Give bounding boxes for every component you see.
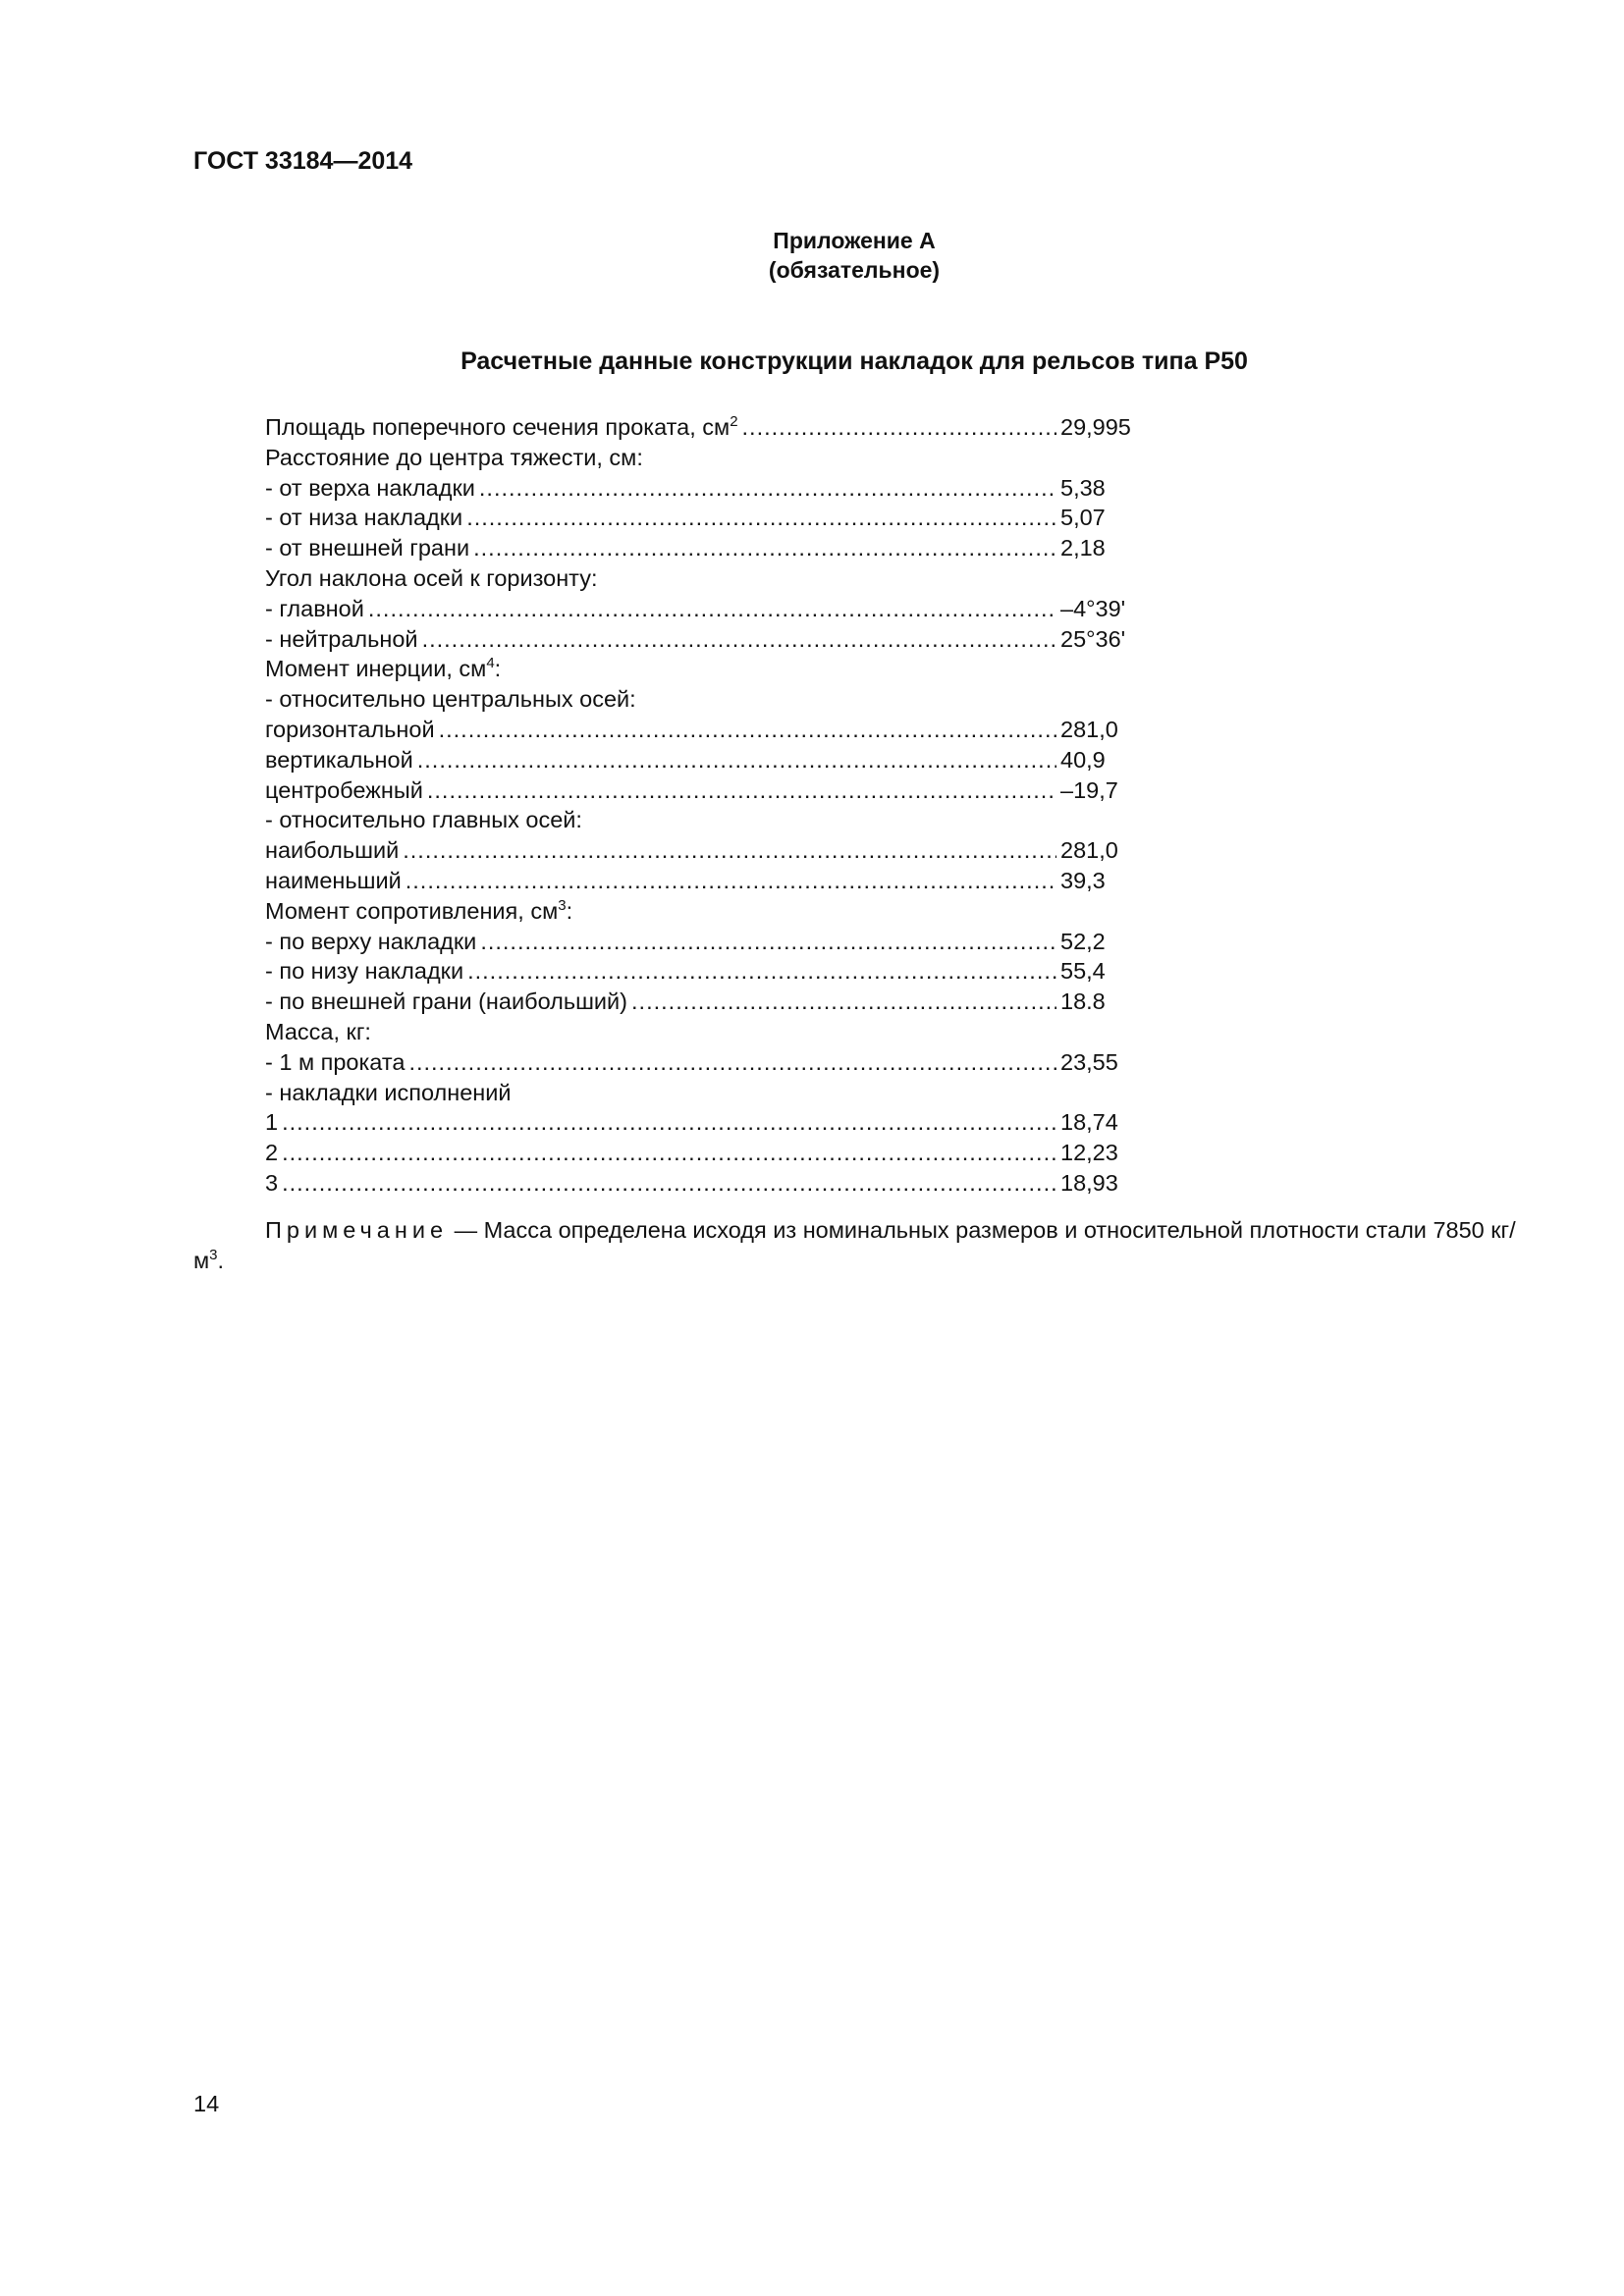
data-row	[265, 1017, 1149, 1047]
row-label: - по верху накладки	[265, 928, 477, 954]
data-row	[265, 1107, 1149, 1138]
dot-leader	[368, 594, 1056, 624]
data-row	[265, 533, 1149, 563]
dot-leader	[466, 503, 1056, 533]
row-label: - от верха накладки	[265, 474, 475, 501]
row-value: 23,55	[1060, 1048, 1118, 1075]
row-label: Угол наклона осей к горизонту:	[265, 564, 598, 591]
data-row	[265, 503, 1149, 533]
data-row	[265, 835, 1149, 866]
data-row	[265, 1138, 1149, 1168]
note-paragraph	[193, 1215, 1529, 1276]
row-label: 3	[265, 1169, 279, 1196]
row-label: Момент инерции, $см^4$:	[265, 655, 502, 682]
dot-leader	[282, 1138, 1056, 1168]
dot-leader	[403, 835, 1056, 866]
row-label: 2	[265, 1140, 279, 1166]
document-code: ГОСТ 33184—2014	[193, 147, 413, 175]
data-row	[265, 866, 1149, 896]
dot-leader	[427, 775, 1056, 806]
row-label: вертикальной	[265, 746, 413, 773]
appendix-status: (обязательное)	[768, 257, 941, 283]
row-value: –4°39'	[1060, 595, 1126, 621]
dot-leader	[631, 987, 1056, 1017]
data-row	[265, 563, 1149, 594]
data-row	[265, 956, 1149, 987]
unit-superscript: 3	[558, 896, 567, 914]
row-label: - по внешней грани (наибольший)	[265, 988, 628, 1015]
row-value: 5,07	[1060, 505, 1106, 531]
data-row	[265, 927, 1149, 957]
data-row	[265, 715, 1149, 745]
row-value: 39,3	[1060, 867, 1106, 893]
data-row	[265, 412, 1149, 443]
dot-leader	[408, 1047, 1056, 1078]
dot-leader	[406, 866, 1056, 896]
row-value: 5,38	[1060, 474, 1106, 501]
dot-leader	[417, 745, 1056, 775]
row-value: 12,23	[1060, 1140, 1118, 1166]
calculation-data-list	[265, 412, 1149, 1199]
note-end: .	[217, 1248, 225, 1273]
row-label: Момент сопротивления, $см^3$:	[265, 896, 573, 924]
row-label: центробежный	[265, 776, 423, 803]
row-value: 281,0	[1060, 716, 1118, 742]
row-label: наибольший	[265, 837, 400, 864]
row-label: - относительно центральных осей:	[265, 686, 636, 713]
data-row	[265, 594, 1149, 624]
dot-leader	[742, 412, 1056, 443]
dot-leader	[282, 1168, 1056, 1199]
data-row	[265, 987, 1149, 1017]
row-value: 18,93	[1060, 1169, 1118, 1196]
row-label: Расстояние до центра тяжести, см:	[265, 444, 643, 470]
data-row	[265, 896, 1149, 927]
row-label: - по низу накладки	[265, 958, 464, 985]
unit-superscript: 2	[730, 413, 738, 430]
data-row	[265, 473, 1149, 504]
data-row	[265, 443, 1149, 473]
note-text: Масса определена исходя из номинальных размеров и относительной плотности стали 7850 кг/м	[193, 1217, 1516, 1273]
row-value: 2,18	[1060, 535, 1106, 561]
note-label: Примечание	[265, 1217, 449, 1243]
row-label: - главной	[265, 595, 364, 621]
data-row	[265, 775, 1149, 806]
data-row	[265, 745, 1149, 775]
row-value: 40,9	[1060, 746, 1106, 773]
row-value: 29,995	[1060, 414, 1131, 440]
dot-leader	[467, 956, 1056, 987]
dot-leader	[480, 927, 1056, 957]
row-value: 281,0	[1060, 837, 1118, 864]
row-value: 25°36'	[1060, 625, 1126, 652]
row-label: - накладки исполнений	[265, 1079, 512, 1105]
appendix-label: Приложение А	[773, 228, 936, 253]
dot-leader	[282, 1107, 1056, 1138]
row-label: - от низа накладки	[265, 505, 463, 531]
row-label: наименьший	[265, 867, 402, 893]
row-label: Масса, кг:	[265, 1018, 371, 1044]
row-label: - относительно главных осей:	[265, 807, 582, 833]
row-value: 18.8	[1060, 988, 1106, 1015]
note-dash: —	[454, 1217, 478, 1243]
row-label: - 1 м проката	[265, 1048, 406, 1075]
dot-leader	[479, 473, 1056, 504]
row-value: 52,2	[1060, 928, 1106, 954]
dot-leader	[473, 533, 1056, 563]
row-label: 1	[265, 1109, 279, 1136]
page-number: 14	[193, 2091, 220, 2116]
row-value: 18,74	[1060, 1109, 1118, 1136]
data-row	[265, 654, 1149, 684]
data-row	[265, 805, 1149, 835]
note-superscript: 3	[209, 1247, 218, 1263]
row-label: - от внешней грани	[265, 535, 470, 561]
dot-leader	[439, 715, 1056, 745]
data-row	[265, 624, 1149, 655]
unit-superscript: 4	[486, 655, 495, 672]
row-value: 55,4	[1060, 958, 1106, 985]
data-row	[265, 1047, 1149, 1078]
row-value: –19,7	[1060, 776, 1118, 803]
page-title: Расчетные данные конструкции накладок для рельсов типа Р50	[460, 347, 1248, 375]
data-row	[265, 684, 1149, 715]
dot-leader	[422, 624, 1056, 655]
row-label: - нейтральной	[265, 625, 418, 652]
row-label: горизонтальной	[265, 716, 435, 742]
row-label: Площадь поперечного сечения проката, $см^2$	[265, 413, 738, 440]
data-row	[265, 1168, 1149, 1199]
data-row	[265, 1078, 1149, 1108]
appendix-heading	[0, 226, 1624, 285]
